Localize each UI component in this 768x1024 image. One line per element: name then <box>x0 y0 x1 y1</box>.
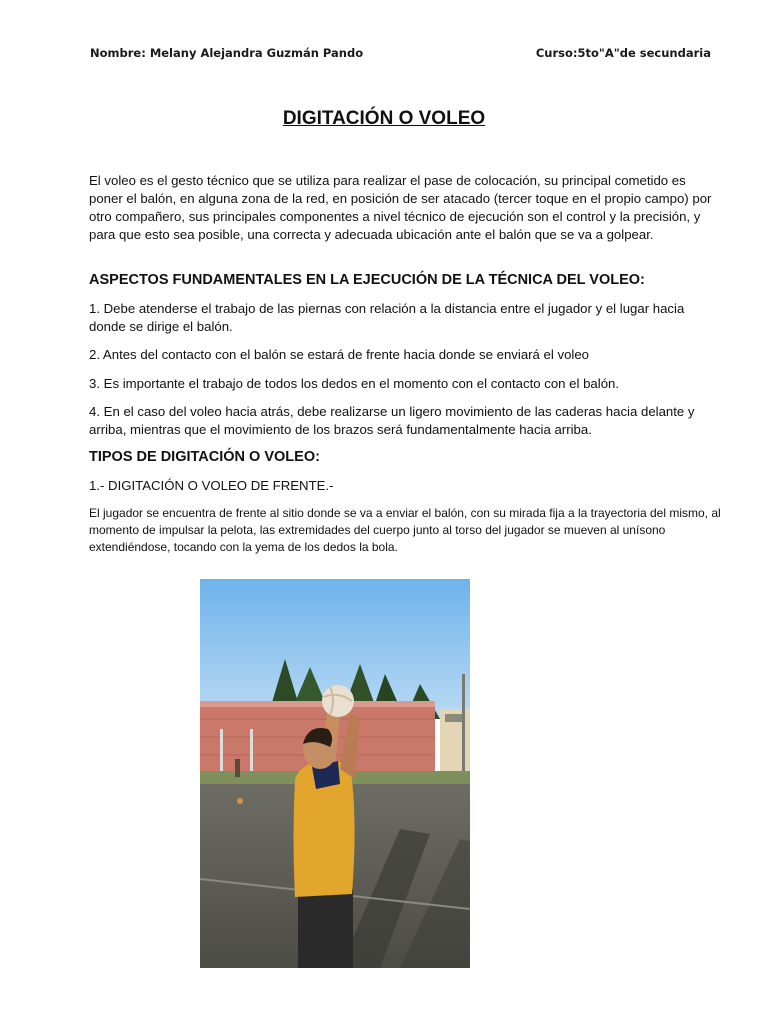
student-name: Nombre: Melany Alejandra Guzmán Pando <box>90 46 364 60</box>
type-front-heading: 1.- DIGITACIÓN O VOLEO DE FRENTE.- <box>89 478 334 493</box>
list-item: 4. En el caso del voleo hacia atrás, debe realizarse un ligero movimiento de las caderas hacia delante y arriba, mientras que el movimiento de los brazos será fundamentalmente hacia arriba. <box>89 404 695 437</box>
type-front-heading-block <box>89 477 721 495</box>
page-title: DIGITACIÓN O VOLEO <box>282 108 486 129</box>
aspect-item-1 <box>89 300 721 336</box>
list-item: 2. Antes del contacto con el balón se estará de frente hacia donde se enviará el voleo <box>89 347 589 362</box>
header <box>90 46 711 60</box>
aspect-item-4 <box>89 403 721 439</box>
list-item: 1. Debe atenderse el trabajo de las piernas con relación a la distancia entre el jugador y el lugar hacia donde se dirige el balón. <box>89 301 685 334</box>
intro-paragraph: El voleo es el gesto técnico que se utiliza para realizar el pase de colocación, su principal cometido es poner el balón, en alguna zona de la red, en posición de ser atacado (tercer toque en el propio campo) por otro compañero, sus principales componentes a nivel técnico de ejecución son el control y la precisión, y para que esto sea posible, una correcta y adecuada ubicación ante el balón que se va a golpear. <box>89 173 712 242</box>
aspect-item-2 <box>89 346 721 364</box>
aspects-section <box>89 271 721 289</box>
types-heading: TIPOS DE DIGITACIÓN O VOLEO: <box>89 449 320 465</box>
type-front-description-block <box>89 505 721 556</box>
types-section <box>89 448 721 466</box>
aspects-heading: ASPECTOS FUNDAMENTALES EN LA EJECUCIÓN DE LA TÉCNICA DEL VOLEO: <box>89 272 645 288</box>
intro-block <box>89 172 721 244</box>
type-front-description: El jugador se encuentra de frente al sitio donde se va a enviar el balón, con su mirada fija a la trayectoria del mismo, al momento de impulsar la pelota, las extremidades del cuerpo junto al torso del jugador se mueven al unísono extendiéndose, tocando con la yema de los dedos la bola. <box>89 506 721 554</box>
student-course: Curso:5to"A"de secundaria <box>535 46 711 60</box>
list-item: 3. Es importante el trabajo de todos los dedos en el momento con el contacto con el balón. <box>89 376 620 391</box>
volleyball-photo <box>200 579 470 968</box>
aspect-item-3 <box>89 375 721 393</box>
